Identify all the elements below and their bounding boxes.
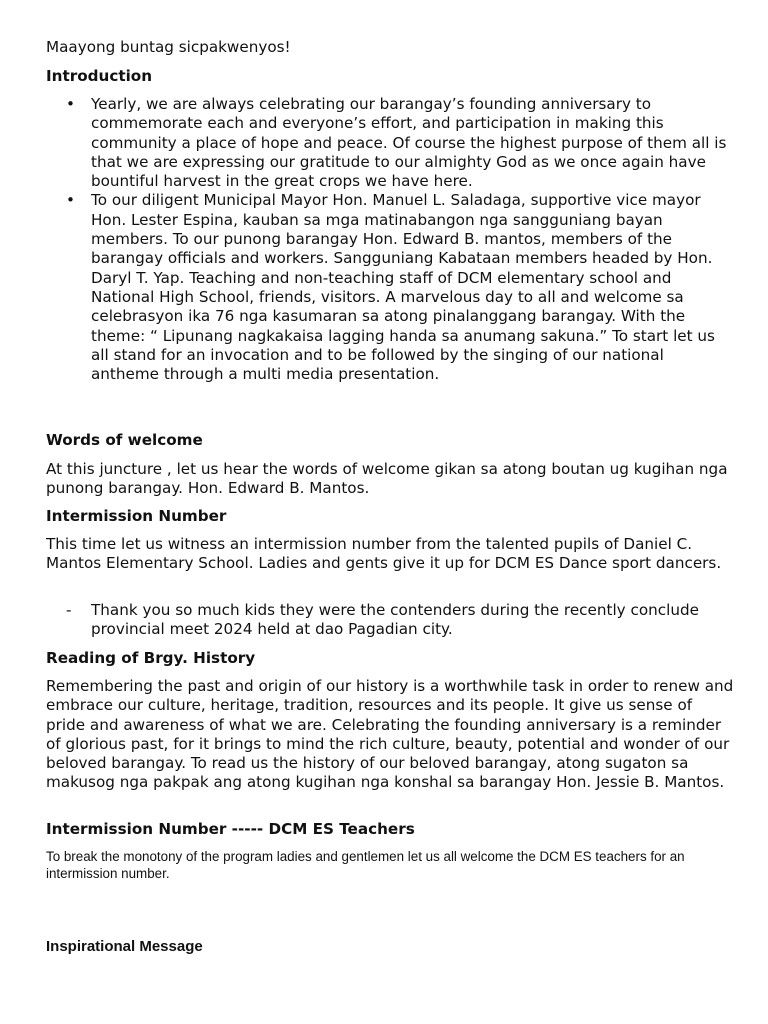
history-heading: Reading of Brgy. History bbox=[46, 649, 256, 667]
welcome-heading: Words of welcome bbox=[46, 431, 203, 449]
teachers-intermission-heading: Intermission Number ----- DCM ES Teachers bbox=[46, 820, 415, 838]
teachers-intermission-paragraph: To break the monotony of the program ladies and gentlemen let us all welcome the DCM ES teachers for an intermission number. bbox=[46, 849, 685, 881]
introduction-bullet-item bbox=[46, 191, 736, 384]
history-paragraph: Remembering the past and origin of our history is a worthwhile task in order to renew and embrace our culture, heritage, tradition, resources and its people. It give us sense of pride and awareness of what we are. Celebrating the founding anniversary is a reminder of glorious past, for it brings to mind the rich culture, beauty, potential and wonder of our beloved barangay. To read us the history of our beloved barangay, atong sugaton sa makusog nga pakpak ang atong kugihan nga konshal sa barangay Hon. Jessie B. Mantos. bbox=[46, 677, 734, 792]
dash-marker: - bbox=[66, 601, 72, 619]
introduction-bullet-text: To our diligent Municipal Mayor Hon. Manuel L. Saladaga, supportive vice mayor Hon. Lester Espina, kauban sa mga matinabangon nga sangguniang bayan members. To our punong barangay Hon. Edward B. mantos, members of the barangay officials and workers. Sangguniang Kabataan members headed by Hon. Daryl T. Yap. Teaching and non-teaching staff of DCM elementary school and National High School, friends, visitors. A marvelous day to all and welcome sa celebrasyon ika 76 nga kasumaran sa atong pinalanggang barangay. With the theme: “ Lipunang nagkakaisa lagging handa sa anumang sakuna.” To start let us all stand for an invocation and to be followed by the singing of our national antheme through a multi media presentation. bbox=[91, 191, 715, 384]
inspirational-message-heading: Inspirational Message bbox=[46, 938, 203, 955]
introduction-bullet-item bbox=[46, 95, 736, 191]
intermission-heading: Intermission Number bbox=[46, 507, 227, 525]
introduction-bullet-list bbox=[46, 95, 736, 384]
intermission-dash-text: Thank you so much kids they were the contenders during the recently conclude provincial meet 2024 held at dao Pagadian city. bbox=[91, 601, 699, 639]
bullet-marker: • bbox=[66, 191, 75, 210]
intermission-paragraph: This time let us witness an intermission number from the talented pupils of Daniel C. Mantos Elementary School. Ladies and gents give it up for DCM ES Dance sport dancers. bbox=[46, 535, 722, 573]
introduction-heading: Introduction bbox=[46, 67, 153, 85]
intermission-dash-list bbox=[46, 601, 736, 640]
intermission-dash-item bbox=[46, 601, 736, 640]
welcome-paragraph: At this juncture , let us hear the words of welcome gikan sa atong boutan ug kugihan nga punong barangay. Hon. Edward B. Mantos. bbox=[46, 460, 728, 498]
bullet-marker: • bbox=[66, 95, 75, 113]
introduction-bullet-text: Yearly, we are always celebrating our barangay’s founding anniversary to commemorate each and everyone’s effort, and participation in making this community a place of hope and peace. Of course the highest purpose of them all is that we are expressing our gratitude to our almighty God as we once again have bountiful harvest in the great crops we have here. bbox=[91, 95, 727, 191]
greeting-line: Maayong buntag sicpakwenyos! bbox=[46, 38, 291, 56]
